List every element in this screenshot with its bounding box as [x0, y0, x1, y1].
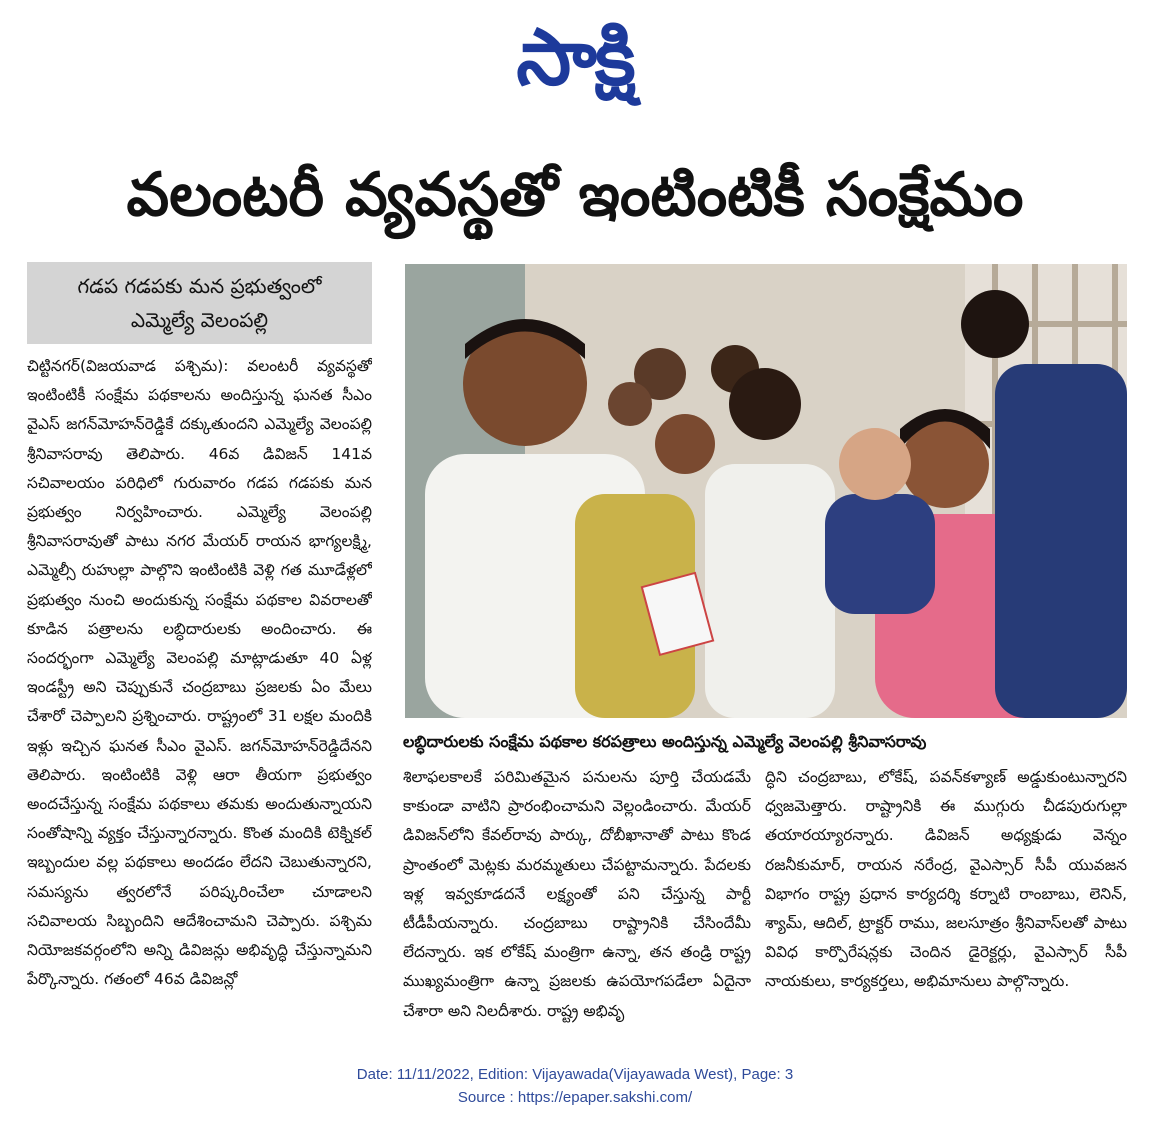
photo-illustration — [405, 264, 1127, 718]
article-column-2: శిలాఫలకాలకే పరిమితమైన పనులను పూర్తి చేయడమే కాకుండా వాటిని ప్రారంభించామని వెల్లండించారు. మేయర్ డివిజన్‌లోని కేవల్‌రావు పార్కు, దోబీఖానాతో పాటు కొండ ప్రాంతంలో మెట్లకు మరమ్మతులు చేపట్టామన్నారు. పేదలకు ఇళ్ల ఇవ్వకూడదనే లక్ష్యంతో పని చేస్తున్న పార్టీ టీడీపీయన్నారు. చంద్రబాబు రాష్ట్రానికి చేసిందేమీ లేదన్నారు. ఇక లోకేష్ మంత్రిగా ఉన్నా, తన తండ్రి రాష్ట్ర ముఖ్యమంత్రిగా ఉన్నా ప్రజలకు ఉపయోగపడేలా ఏదైనా చేశారా అని నిలదీశారు. రాష్ట్ర అభివృ — [403, 768, 751, 1020]
article-column-1: చిట్టినగర్(విజయవాడ పశ్చిమ): వలంటరీ వ్యవస్థతో ఇంటింటికీ సంక్షేమ పథకాలను అందిస్తున్న ఘనత సీఎం వైఎస్ జగన్‌మోహన్‌రెడ్డికే దక్కుతుందని ఎమ్మెల్యే వెలంపల్లి శ్రీనివాసరావు తెలిపారు. 46వ డివిజన్ 141వ సచివాలయం పరిధిలో గురువారం గడప గడపకు మన ప్రభుత్వం నిర్వహించారు. ఎమ్మెల్యే వెలంపల్లి శ్రీనివాసరావుతో పాటు నగర మేయర్ రాయన భాగ్యలక్ష్మి, ఎమ్మెల్సీ రుహుల్లా పాల్గొని ఇంటింటికి వెళ్లి గత మూడేళ్లలో ప్రభుత్వం నుంచి అందుకున్న సంక్షేమ పథకాల వివరాలతో కూడిన పత్రాలను లబ్ధిదారులకు అందించారు. ఈ సందర్భంగా ఎమ్మెల్యే వెలంపల్లి మాట్లాడుతూ 40 ఏళ్ల ఇండస్ట్రీ అని చెప్పుకునే చంద్రబాబు ప్రజలకు ఏం మేలు చేశారో చెప్పాలని ప్రశ్నించారు. రాష్ట్రంలో 31 లక్షల మందికి ఇళ్లు ఇచ్చిన ఘనత సీఎం వైఎస్. జగన్‌మోహన్‌రెడ్డిదేనని తెలిపారు. ఇంటింటికి వెళ్లి ఆరా తీయగా ప్రభుత్వం అందచేస్తున్న సంక్షేమ పథకాలు తమకు అందుతున్నాయని సంతోషాన్ని వ్యక్తం చేస్తున్నారన్నారు. కొంత మందికి టెక్నికల్ ఇబ్బందుల వల్ల పథకాలు అందడం లేదని చెబుతున్నారని, సమస్యను త్వరలోనే పరిష్కరించేలా చూడాలని సచివాలయ సిబ్బందిని ఆదేశించామని చెప్పారు. పశ్చిమ నియోజకవర్గంలోని అన్ని డివిజన్లు అభివృద్ధి చేస్తున్నామని పేర్కొన్నారు. గతంలో 46వ డివిజన్లో — [27, 357, 372, 989]
sakshi-logo: సాక్షి — [516, 13, 634, 103]
headline: వలంటరీ వ్యవస్థతో ఇంటింటికీ సంక్షేమం — [126, 160, 1024, 230]
footer-source: Source : https://epaper.sakshi.com/ — [457, 1089, 693, 1106]
news-photo — [405, 264, 1127, 718]
article-column-3: ద్ధిని చంద్రబాబు, లోకేష్, పవన్‌కళ్యాణ్ అడ్డుకుంటున్నారని ధ్వజమెత్తారు. రాష్ట్రానికి ఈ ముగ్గురు చీడపురుగుల్లా తయారయ్యారన్నారు. డివిజన్ అధ్యక్షుడు వెన్నం రజనీకుమార్, రాయన నరేంద్ర, వైఎస్సార్ సీపీ యువజన విభాగం రాష్ట్ర ప్రధాన కార్యదర్శి కర్నాటి రాంబాబు, లెనిన్, శ్యామ్, ఆదిల్, ట్రాక్టర్ రాము, జలసూత్రం శ్రీనివాస్‌లతో పాటు వివిధ కార్పొరేషన్లకు చెందిన డైరెక్టర్లు, వైఎస్సార్ సీపీ నాయకులు, కార్యకర్తలు, అభిమానులు పాల్గొన్నారు. — [765, 768, 1127, 991]
photo-caption: లబ్ధిదారులకు సంక్షేమ పథకాల కరపత్రాలు అందిస్తున్న ఎమ్మెల్యే వెలంపల్లి శ్రీనివాసరావు — [403, 732, 927, 751]
subhead-line-1: గడప గడపకు మన ప్రభుత్వంలో — [77, 274, 322, 298]
footer-date-edition: Date: 11/11/2022, Edition: Vijayawada(Vijayawada West), Page: 3 — [356, 1066, 794, 1083]
masthead — [0, 8, 1150, 108]
subhead-box — [27, 262, 372, 344]
subhead-line-2: ఎమ్మెల్యే వెలంపల్లి — [130, 308, 269, 332]
